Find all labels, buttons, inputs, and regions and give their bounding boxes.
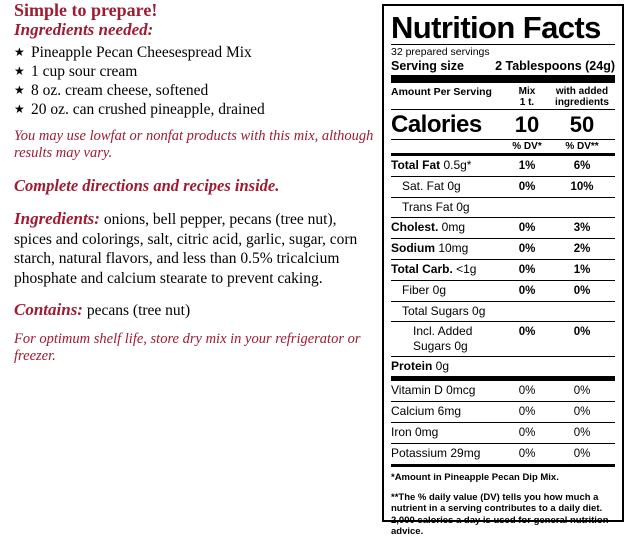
nutrient-name: Fiber 0g	[402, 283, 447, 297]
nutrient-name: Total Fat 0.5g*	[391, 158, 472, 172]
column-header-mix-line1: Mix	[518, 86, 536, 97]
calories-mix-value: 10	[514, 112, 540, 137]
nutrient-row	[391, 198, 615, 218]
nutrient-name: Cholest. 0mg	[391, 220, 466, 234]
footnote-amount: *Amount in Pineapple Pecan Dip Mix.	[391, 472, 559, 483]
nutrient-dv-added: 3%	[573, 222, 591, 234]
nutrition-facts-panel	[382, 4, 624, 537]
list-item-label: 8 oz. cream cheese, softened	[31, 82, 209, 99]
nutrient-dv-added: 2%	[573, 243, 591, 255]
nutrient-name: Total Carb. <1g	[391, 262, 477, 276]
calories-added-value: 50	[569, 112, 595, 137]
daily-value-header-row	[391, 140, 615, 153]
divider	[391, 75, 615, 83]
vitamin-row	[391, 381, 615, 402]
nutrient-row	[391, 260, 615, 281]
ingredients-needed-list	[14, 43, 374, 119]
vitamin-dv-mix: 0%	[518, 385, 536, 397]
recipe-info-panel	[14, 0, 374, 533]
nutrient-name: Total Sugars 0g	[402, 304, 486, 318]
nutrient-row	[391, 218, 615, 239]
ingredients-text: onions, bell pepper, pecans (tree nut), spices and colorings, salt, citric acid, garlic, sugar, corn starch, natural flavors, and less than 0.5% tricalcium phosphate and calcium stearate to prevent caking.	[14, 211, 358, 287]
list-item-label: 20 oz. can crushed pineapple, drained	[31, 101, 265, 118]
vitamin-dv-mix: 0%	[518, 406, 536, 418]
vitamin-dv-added: 0%	[573, 448, 591, 460]
nutrient-name: Trans Fat 0g	[402, 200, 470, 214]
vitamin-dv-mix: 0%	[518, 427, 536, 439]
star-icon: ★	[14, 83, 25, 97]
nutrient-dv-added: 0%	[573, 285, 591, 297]
footnote-daily-value: **The % daily value (DV) tells you how much a nutrient in a serving contributes to a daily diet. 2,000 calories a day is used for general nutrition advice.	[391, 491, 609, 537]
vitamin-name: Vitamin D 0mcg	[391, 383, 476, 397]
column-header-with-added	[549, 86, 615, 108]
list-item-label: 1 cup sour cream	[31, 63, 138, 80]
vitamin-dv-added: 0%	[573, 385, 591, 397]
vitamin-name: Iron 0mg	[391, 425, 439, 439]
nutrient-row	[391, 357, 615, 376]
page-title: Simple to prepare!	[14, 0, 158, 20]
vitamin-dv-added: 0%	[573, 427, 591, 439]
column-header-mix	[505, 86, 549, 108]
list-item-label: Pineapple Pecan Cheesespread Mix	[31, 44, 252, 61]
storage-note: For optimum shelf life, store dry mix in your refrigerator or freezer.	[14, 331, 361, 364]
nutrient-row	[391, 302, 615, 322]
vitamin-rows	[391, 381, 615, 464]
ingredients-statement	[14, 209, 374, 288]
contains-label: Contains:	[14, 300, 83, 319]
nutrient-name: Incl. Added Sugars 0g	[413, 324, 473, 353]
serving-size-value: 2 Tablespoons (24g)	[495, 59, 615, 73]
calories-label: Calories	[391, 111, 482, 138]
nutrient-dv-mix: 0%	[518, 243, 536, 255]
amount-per-serving-row	[391, 83, 615, 109]
nutrient-dv-added: 6%	[573, 160, 591, 172]
column-header-added-line2: ingredients	[555, 97, 609, 108]
list-item	[14, 100, 374, 119]
list-item	[14, 62, 374, 81]
serving-size-row	[391, 59, 615, 75]
nutrient-name: Sodium 10mg	[391, 241, 469, 255]
vitamin-dv-added: 0%	[573, 406, 591, 418]
nutrient-row	[391, 239, 615, 260]
ingredients-label: Ingredients:	[14, 209, 100, 228]
list-item	[14, 43, 374, 62]
contains-text: pecans (tree nut)	[86, 302, 191, 319]
calories-row	[391, 110, 615, 139]
vitamin-name: Calcium 6mg	[391, 404, 462, 418]
nutrient-row	[391, 322, 615, 357]
nutrient-dv-added: 0%	[573, 326, 591, 338]
lowfat-note: You may use lowfat or nonfat products with this mix, although results may vary.	[14, 128, 374, 161]
nutrient-dv-mix: 0%	[518, 181, 536, 193]
nutrient-dv-mix: 0%	[518, 326, 536, 338]
nutrient-rows	[391, 156, 615, 376]
vitamin-dv-mix: 0%	[518, 448, 536, 460]
nutrient-dv-mix: 0%	[518, 222, 536, 234]
nutrient-dv-added: 1%	[573, 264, 591, 276]
directions-note: Complete directions and recipes inside.	[14, 176, 280, 195]
vitamin-row	[391, 444, 615, 464]
contains-statement	[14, 300, 374, 320]
dv-header-mix: % DV*	[512, 141, 542, 152]
nutrient-dv-mix: 1%	[518, 160, 536, 172]
ingredients-needed-heading: Ingredients needed:	[14, 20, 154, 39]
vitamin-name: Potassium 29mg	[391, 446, 481, 460]
nutrient-row	[391, 281, 615, 302]
nutrient-dv-added: 10%	[570, 181, 594, 193]
nutrient-dv-mix: 0%	[518, 285, 536, 297]
star-icon: ★	[14, 102, 25, 116]
nutrition-facts-title: Nutrition Facts	[391, 10, 601, 45]
star-icon: ★	[14, 64, 25, 78]
amount-per-serving-label: Amount Per Serving	[391, 86, 492, 98]
star-icon: ★	[14, 45, 25, 59]
column-header-mix-line2: 1 t.	[519, 97, 535, 108]
nutrient-row	[391, 156, 615, 177]
nutrient-row	[391, 177, 615, 198]
serving-size-label: Serving size	[391, 59, 464, 73]
dv-header-added: % DV**	[565, 141, 599, 152]
vitamin-row	[391, 423, 615, 444]
list-item	[14, 81, 374, 100]
column-header-added-line1: with added	[555, 86, 609, 97]
dv-spacer	[391, 141, 505, 152]
vitamin-row	[391, 402, 615, 423]
nutrient-name: Protein 0g	[391, 359, 450, 373]
nutrient-name: Sat. Fat 0g	[402, 179, 461, 193]
nutrient-dv-mix: 0%	[518, 264, 536, 276]
servings-per-container: 32 prepared servings	[391, 46, 490, 58]
